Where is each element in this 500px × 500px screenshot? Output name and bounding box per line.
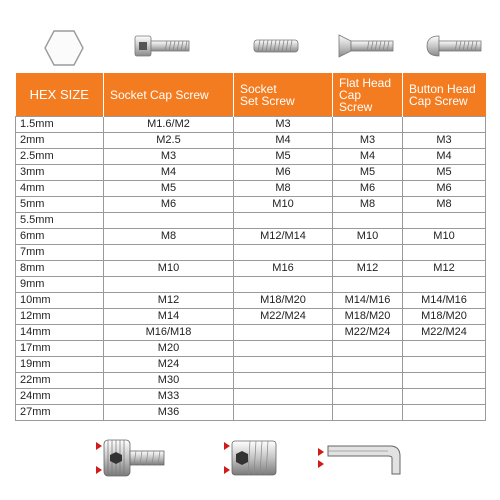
socket-set-screw-cell [234, 341, 333, 357]
table-row [16, 405, 486, 421]
hex-key-icon [316, 438, 406, 478]
socket-set-screw-cell: M10 [234, 197, 333, 213]
header-socket-set-screw [234, 73, 333, 117]
socket-cap-screw-cell: M10 [104, 261, 234, 277]
socket-cap-screw-cell: M36 [104, 405, 234, 421]
button-head-cap-screw-cell [403, 341, 486, 357]
button-head-cap-screw-cell: M3 [403, 133, 486, 149]
header-line: Button Head [409, 81, 476, 96]
header-icons-row [15, 25, 485, 70]
hex-size-cell: 24mm [16, 389, 104, 405]
hex-size-cell: 8mm [16, 261, 104, 277]
flat-head-cap-screw-cell: M6 [333, 181, 403, 197]
table-row [16, 213, 486, 229]
header-line: Flat Head [339, 75, 392, 90]
socket-set-screw-icon [252, 37, 302, 55]
flat-head-cap-screw-cell [333, 389, 403, 405]
flat-head-cap-screw-cell: M22/M24 [333, 325, 403, 341]
socket-set-screw-cell: M4 [234, 133, 333, 149]
socket-set-screw-cell: M18/M20 [234, 293, 333, 309]
socket-cap-screw-cell: M30 [104, 373, 234, 389]
flat-head-cap-screw-cell [333, 245, 403, 261]
table-row [16, 373, 486, 389]
hex-size-cell: 5.5mm [16, 213, 104, 229]
socket-set-screw-cell [234, 213, 333, 229]
socket-cap-screw-cell: M12 [104, 293, 234, 309]
flat-head-cap-screw-cell [333, 373, 403, 389]
button-head-cap-screw-cell [403, 117, 486, 133]
button-head-cap-screw-icon [425, 33, 485, 59]
hex-size-cell: 1.5mm [16, 117, 104, 133]
table-row [16, 293, 486, 309]
header-button-head-cap-screw [403, 73, 486, 117]
header-socket-cap-screw: Socket Cap Screw [104, 73, 234, 117]
socket-cap-screw-cell: M16/M18 [104, 325, 234, 341]
hex-size-cell: 7mm [16, 245, 104, 261]
socket-set-screw-cell [234, 357, 333, 373]
socket-cap-screw-cell: M6 [104, 197, 234, 213]
hex-size-cell: 6mm [16, 229, 104, 245]
flat-head-cap-screw-cell [333, 357, 403, 373]
socket-cap-screw-cell: M20 [104, 341, 234, 357]
table-row [16, 277, 486, 293]
socket-set-screw-cell [234, 373, 333, 389]
button-head-cap-screw-cell [403, 277, 486, 293]
table-row [16, 117, 486, 133]
socket-cap-screw-cell [104, 213, 234, 229]
table-row [16, 325, 486, 341]
button-head-cap-screw-cell: M5 [403, 165, 486, 181]
socket-set-screw-cell: M12/M14 [234, 229, 333, 245]
header-line: Cap Screw [409, 93, 468, 108]
socket-cap-screw-cell: M14 [104, 309, 234, 325]
flat-head-cap-screw-cell [333, 277, 403, 293]
socket-set-screw-cell: M6 [234, 165, 333, 181]
socket-set-screw-cell [234, 245, 333, 261]
socket-set-screw-cell: M5 [234, 149, 333, 165]
hex-size-cell: 4mm [16, 181, 104, 197]
table-row [16, 357, 486, 373]
table-row [16, 181, 486, 197]
table-row [16, 341, 486, 357]
hexagon-icon [44, 29, 84, 67]
button-head-cap-screw-cell [403, 213, 486, 229]
hex-size-cell: 2mm [16, 133, 104, 149]
hex-size-cell: 3mm [16, 165, 104, 181]
table-row [16, 309, 486, 325]
socket-cap-screw-cell: M3 [104, 149, 234, 165]
button-head-cap-screw-cell: M8 [403, 197, 486, 213]
hex-size-cell: 12mm [16, 309, 104, 325]
hex-size-cell: 27mm [16, 405, 104, 421]
footer-icons-row [0, 432, 500, 492]
socket-cap-screw-hex-dimension-icon [94, 436, 170, 480]
set-screw-hex-dimension-icon [222, 436, 282, 480]
socket-cap-screw-cell: M24 [104, 357, 234, 373]
table-row [16, 389, 486, 405]
table-row [16, 197, 486, 213]
header-flat-head-cap-screw [333, 73, 403, 117]
socket-cap-screw-cell: M5 [104, 181, 234, 197]
flat-head-cap-screw-icon [337, 33, 397, 59]
header-line: Set Screw [240, 93, 295, 108]
hex-size-cell: 17mm [16, 341, 104, 357]
table-row [16, 229, 486, 245]
button-head-cap-screw-cell: M10 [403, 229, 486, 245]
socket-set-screw-cell [234, 389, 333, 405]
socket-set-screw-cell: M22/M24 [234, 309, 333, 325]
flat-head-cap-screw-cell: M3 [333, 133, 403, 149]
flat-head-cap-screw-cell: M5 [333, 165, 403, 181]
button-head-cap-screw-cell: M14/M16 [403, 293, 486, 309]
socket-set-screw-cell [234, 325, 333, 341]
flat-head-cap-screw-cell [333, 341, 403, 357]
table-row [16, 261, 486, 277]
header-line: Cap Screw [339, 87, 373, 114]
hex-size-cell: 10mm [16, 293, 104, 309]
button-head-cap-screw-cell [403, 373, 486, 389]
hex-size-cell: 2.5mm [16, 149, 104, 165]
hex-size-chart [15, 73, 486, 421]
hex-size-cell: 14mm [16, 325, 104, 341]
flat-head-cap-screw-cell: M10 [333, 229, 403, 245]
socket-set-screw-cell: M3 [234, 117, 333, 133]
button-head-cap-screw-cell: M6 [403, 181, 486, 197]
socket-cap-screw-cell: M8 [104, 229, 234, 245]
flat-head-cap-screw-cell [333, 213, 403, 229]
hex-size-cell: 19mm [16, 357, 104, 373]
socket-cap-screw-cell: M4 [104, 165, 234, 181]
socket-cap-screw-cell: M2.5 [104, 133, 234, 149]
button-head-cap-screw-cell [403, 357, 486, 373]
hex-size-cell: 9mm [16, 277, 104, 293]
header-line: Socket [240, 81, 277, 96]
hex-size-cell: 5mm [16, 197, 104, 213]
socket-set-screw-cell: M8 [234, 181, 333, 197]
socket-cap-screw-cell [104, 277, 234, 293]
button-head-cap-screw-cell: M18/M20 [403, 309, 486, 325]
socket-cap-screw-icon [133, 33, 193, 59]
table-row [16, 133, 486, 149]
hex-size-cell: 22mm [16, 373, 104, 389]
button-head-cap-screw-cell: M4 [403, 149, 486, 165]
header-row [16, 73, 486, 117]
socket-set-screw-cell [234, 277, 333, 293]
flat-head-cap-screw-cell: M8 [333, 197, 403, 213]
flat-head-cap-screw-cell: M12 [333, 261, 403, 277]
button-head-cap-screw-cell [403, 389, 486, 405]
button-head-cap-screw-cell: M12 [403, 261, 486, 277]
button-head-cap-screw-cell: M22/M24 [403, 325, 486, 341]
button-head-cap-screw-cell [403, 405, 486, 421]
flat-head-cap-screw-cell [333, 405, 403, 421]
socket-set-screw-cell [234, 405, 333, 421]
table-row [16, 165, 486, 181]
socket-set-screw-cell: M16 [234, 261, 333, 277]
flat-head-cap-screw-cell: M4 [333, 149, 403, 165]
socket-cap-screw-cell: M33 [104, 389, 234, 405]
socket-cap-screw-cell [104, 245, 234, 261]
header-hex-size: HEX SIZE [16, 73, 104, 117]
button-head-cap-screw-cell [403, 245, 486, 261]
flat-head-cap-screw-cell: M14/M16 [333, 293, 403, 309]
flat-head-cap-screw-cell: M18/M20 [333, 309, 403, 325]
socket-cap-screw-cell: M1.6/M2 [104, 117, 234, 133]
table-row [16, 245, 486, 261]
table-row [16, 149, 486, 165]
flat-head-cap-screw-cell [333, 117, 403, 133]
